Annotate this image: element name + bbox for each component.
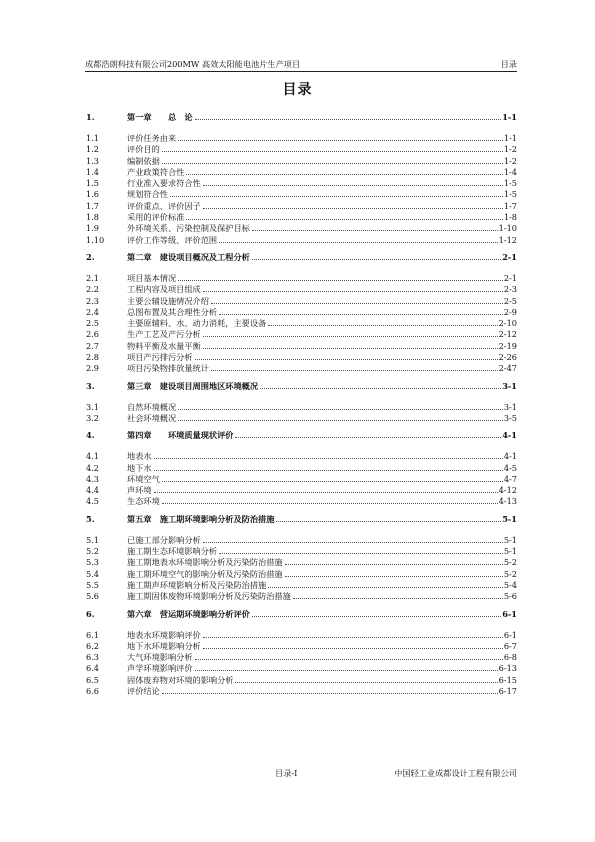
toc-section-page: 3-1	[503, 401, 517, 412]
toc-section-title: 已施工部分影响分析	[127, 534, 201, 545]
toc-section-page: 5-2	[503, 557, 517, 568]
toc-section-entry[interactable]	[86, 485, 517, 496]
toc-section-number: 1.10	[86, 234, 105, 245]
toc-chapter-page: 1-1	[502, 112, 517, 122]
toc-section-page: 2-47	[498, 363, 517, 374]
toc-section-number: 1.4	[86, 166, 100, 177]
toc-section-entry[interactable]	[86, 641, 517, 652]
toc-section-title: 地表水环境影响评价	[127, 629, 201, 640]
toc-section-number: 5.5	[86, 579, 100, 590]
toc-leader-dots	[203, 647, 503, 649]
toc-section-number: 5.2	[86, 546, 100, 557]
toc-section-entry[interactable]	[86, 296, 517, 307]
toc-section-number: 5.6	[86, 591, 100, 602]
toc-section-title: 项目产污排污分析	[127, 352, 193, 363]
toc-chapter-entry[interactable]	[86, 112, 517, 127]
toc-leader-dots	[268, 324, 497, 326]
toc-section-title: 生产工艺及产污分析	[127, 329, 201, 340]
toc-leader-dots	[154, 491, 498, 493]
toc-section-number: 2.7	[86, 340, 100, 351]
toc-leader-dots	[154, 457, 503, 459]
toc-chapter-entry[interactable]	[86, 252, 517, 267]
toc-section-number: 6.2	[86, 640, 100, 651]
toc-section-title: 大气环境影响分析	[127, 652, 193, 663]
toc-section-entry[interactable]	[86, 675, 517, 686]
toc-leader-dots	[219, 313, 503, 315]
toc-section-title: 编制依据	[127, 155, 160, 166]
toc-section-page: 2-5	[503, 295, 517, 306]
toc-section-page: 1-7	[503, 200, 517, 211]
toc-section-title: 声环境	[127, 485, 152, 496]
toc-leader-dots	[285, 575, 503, 577]
toc-leader-dots	[162, 480, 503, 482]
toc-section-page: 1-8	[503, 212, 517, 223]
header-project-name: 成都浩朗科技有限公司200MW 高效太阳能电池片生产项目	[85, 58, 301, 69]
toc-section-number: 2.3	[86, 295, 100, 306]
toc-section-entry[interactable]	[86, 144, 517, 155]
toc-section-number: 2.5	[86, 318, 100, 329]
toc-section-title: 规划符合性	[127, 189, 168, 200]
toc-section-page: 6-7	[503, 640, 517, 651]
toc-section-number: 4.3	[86, 473, 100, 484]
toc-section-title: 评价结论	[127, 685, 160, 696]
toc-leader-dots	[252, 258, 501, 260]
toc-chapter-title: 第五章 施工期环境影响分析及防治措施	[127, 513, 275, 524]
toc-section-number: 4.5	[86, 496, 100, 507]
toc-leader-dots	[154, 469, 503, 471]
toc-section-page: 1-4	[503, 166, 517, 177]
toc-section-title: 生态环境	[127, 496, 160, 507]
toc-section-page: 2-12	[498, 329, 517, 340]
page-title: 目录	[282, 82, 313, 98]
toc-section-entry[interactable]	[86, 167, 517, 178]
toc-leader-dots	[211, 302, 503, 304]
toc-section-entry[interactable]	[86, 413, 517, 424]
toc-section-title: 行业准入要求符合性	[127, 178, 201, 189]
toc-leader-dots	[162, 162, 503, 164]
toc-section-title: 项目基本情况	[127, 272, 177, 283]
toc-leader-dots	[162, 502, 498, 504]
toc-section-title: 固体废弃物对环境的影响分析	[127, 674, 234, 685]
toc-section-title: 总图布置及其合理性分析	[127, 306, 218, 317]
toc-chapter-page: 5-1	[502, 513, 517, 524]
footer-company-name: 中国轻工业成都设计工程有限公司	[394, 768, 517, 778]
toc-section-title: 工程内容及项目组成	[127, 284, 201, 295]
toc-section-entry[interactable]	[86, 223, 517, 234]
toc-section-number: 3.2	[86, 412, 100, 423]
toc-section-number: 1.9	[86, 223, 100, 234]
toc-section-entry[interactable]	[86, 557, 517, 568]
toc-leader-dots	[186, 218, 502, 220]
toc-section-title: 自然环境概况	[127, 401, 177, 412]
toc-section-entry[interactable]	[86, 273, 517, 284]
toc-section-entry[interactable]	[86, 569, 517, 580]
toc-section-page: 2-19	[498, 340, 517, 351]
toc-leader-dots	[276, 520, 501, 522]
toc-section-page: 6-13	[498, 663, 517, 674]
toc-leader-dots	[203, 636, 503, 638]
toc-leader-dots	[178, 408, 503, 410]
toc-section-number: 1.2	[86, 144, 100, 155]
toc-section-number: 1.6	[86, 189, 100, 200]
toc-section-entry[interactable]	[86, 341, 517, 352]
toc-section-title: 主要原辅料、水、动力消耗，主要设备	[127, 318, 267, 329]
toc-section-page: 1-5	[503, 189, 517, 200]
toc-section-page: 6-15	[498, 674, 517, 685]
toc-leader-dots	[235, 436, 501, 438]
toc-section-entry[interactable]	[86, 535, 517, 546]
toc-section-entry[interactable]	[86, 329, 517, 340]
footer-page-number: 目录-I	[275, 768, 298, 778]
toc-section-number: 2.8	[86, 352, 100, 363]
toc-section-entry[interactable]	[86, 580, 517, 591]
toc-section-page: 5-2	[503, 568, 517, 579]
toc-section-title: 产业政策符合性	[127, 166, 185, 177]
toc-section-number: 1.1	[86, 133, 100, 143]
toc-section-page: 1-12	[498, 234, 517, 245]
toc-section-title: 地下水	[127, 462, 152, 473]
toc-section-entry[interactable]	[86, 178, 517, 189]
toc-chapter-title: 第四章 环境质量现状评价	[127, 430, 234, 441]
toc-section-title: 施工期声环境影响分析及污染防治措施	[127, 579, 267, 590]
toc-section-entry[interactable]	[86, 318, 517, 329]
toc-chapter-entry[interactable]	[86, 514, 517, 529]
toc-section-title: 地表水	[127, 451, 152, 462]
toc-chapter-title: 第一章 总 论	[127, 112, 193, 122]
toc-leader-dots	[162, 692, 498, 694]
toc-leader-dots	[170, 195, 503, 197]
toc-section-entry[interactable]	[86, 284, 517, 295]
toc-section-page: 5-1	[503, 534, 517, 545]
toc-section-entry[interactable]	[86, 546, 517, 557]
toc-section-number: 4.4	[86, 485, 100, 496]
toc-section-page: 2-3	[503, 284, 517, 295]
toc-leader-dots	[252, 615, 501, 617]
header-divider	[85, 71, 517, 72]
toc-section-page: 4-12	[498, 485, 517, 496]
toc-leader-dots	[252, 229, 498, 231]
toc-leader-dots	[219, 552, 503, 554]
toc-section-page: 1-1	[503, 133, 517, 143]
toc-chapter-number: 5.	[86, 513, 95, 524]
toc-section-page: 1-10	[498, 223, 517, 234]
toc-section-entry[interactable]	[86, 663, 517, 674]
toc-section-page: 1-2	[503, 144, 517, 155]
toc-leader-dots	[195, 118, 502, 120]
toc-section-title: 评价重点、评价因子	[127, 200, 201, 211]
toc-leader-dots	[211, 369, 498, 371]
toc-section-page: 6-17	[498, 685, 517, 696]
toc-section-page: 3-5	[503, 412, 517, 423]
toc-section-number: 1.3	[86, 155, 100, 166]
toc-section-title: 评价工作等级、评价范围	[127, 234, 218, 245]
toc-leader-dots	[203, 347, 498, 349]
toc-section-page: 2-10	[498, 318, 517, 329]
toc-section-number: 2.1	[86, 272, 100, 283]
toc-section-number: 3.1	[86, 401, 100, 412]
toc-leader-dots	[178, 139, 503, 141]
toc-leader-dots	[219, 241, 498, 243]
page-header	[85, 57, 517, 71]
toc-section-page: 2-26	[498, 352, 517, 363]
toc-section-page: 4-7	[503, 473, 517, 484]
toc-section-page: 2-1	[503, 272, 517, 283]
toc-section-number: 1.8	[86, 212, 100, 223]
toc-leader-dots	[186, 173, 502, 175]
toc-section-number: 2.6	[86, 329, 100, 340]
toc-leader-dots	[203, 541, 503, 543]
toc-section-page: 4-5	[503, 462, 517, 473]
toc-section-page: 1-5	[503, 178, 517, 189]
toc-chapter-page: 4-1	[502, 430, 517, 441]
toc-section-number: 5.1	[86, 534, 100, 545]
toc-leader-dots	[268, 586, 503, 588]
toc-leader-dots	[195, 358, 498, 360]
toc-section-title: 声学环境影响评价	[127, 663, 193, 674]
toc-section-number: 2.9	[86, 363, 100, 374]
toc-chapter-number: 2.	[86, 251, 95, 262]
toc-section-page: 6-8	[503, 652, 517, 663]
toc-section-entry[interactable]	[86, 474, 517, 485]
toc-section-number: 2.4	[86, 306, 100, 317]
toc-leader-dots	[203, 290, 503, 292]
toc-section-title: 地下水环境影响分析	[127, 640, 201, 651]
toc-section-number: 4.1	[86, 451, 100, 462]
table-of-contents	[86, 112, 517, 697]
toc-section-entry[interactable]	[86, 352, 517, 363]
toc-section-entry[interactable]	[86, 630, 517, 641]
toc-section-number: 6.4	[86, 663, 100, 674]
toc-section-number: 4.2	[86, 462, 100, 473]
toc-section-entry[interactable]	[86, 652, 517, 663]
toc-chapter-title: 第二章 建设项目概况及工程分析	[127, 251, 250, 262]
toc-chapter-entry[interactable]	[86, 609, 517, 624]
toc-section-number: 1.7	[86, 200, 100, 211]
toc-section-entry[interactable]	[86, 591, 517, 602]
toc-chapter-number: 4.	[86, 430, 95, 441]
toc-chapter-entry[interactable]	[86, 430, 517, 445]
toc-section-title: 施工期生态环境影响分析	[127, 546, 218, 557]
toc-section-title: 物料平衡及水量平衡	[127, 340, 201, 351]
toc-leader-dots	[293, 597, 503, 599]
toc-leader-dots	[203, 207, 503, 209]
toc-section-entry[interactable]	[86, 496, 517, 507]
toc-section-number: 2.2	[86, 284, 100, 295]
toc-section-entry[interactable]	[86, 201, 517, 212]
toc-section-number: 6.6	[86, 685, 100, 696]
toc-section-entry[interactable]	[86, 463, 517, 474]
toc-leader-dots	[235, 681, 497, 683]
toc-section-page: 5-4	[503, 579, 517, 590]
toc-chapter-title: 第六章 营运期环境影响分析评价	[127, 608, 250, 619]
page-footer	[85, 768, 517, 780]
toc-leader-dots	[195, 669, 498, 671]
toc-leader-dots	[162, 150, 503, 152]
toc-chapter-number: 6.	[86, 608, 95, 619]
toc-section-entry[interactable]	[86, 189, 517, 200]
toc-leader-dots	[260, 387, 501, 389]
toc-leader-dots	[178, 279, 503, 281]
toc-section-number: 5.3	[86, 557, 100, 568]
toc-section-entry[interactable]	[86, 307, 517, 318]
toc-section-title: 评价目的	[127, 144, 160, 155]
toc-section-title: 施工期固体废物环境影响分析及污染防治措施	[127, 591, 291, 602]
toc-section-page: 5-1	[503, 546, 517, 557]
toc-section-entry[interactable]	[86, 363, 517, 374]
toc-leader-dots	[195, 658, 503, 660]
toc-leader-dots	[178, 419, 503, 421]
toc-section-page: 4-1	[503, 451, 517, 462]
toc-leader-dots	[203, 184, 503, 186]
toc-section-title: 施工期地表水环境影响分析及污染防治措施	[127, 557, 283, 568]
toc-section-page: 5-6	[503, 591, 517, 602]
toc-leader-dots	[203, 335, 498, 337]
toc-section-entry[interactable]	[86, 133, 517, 144]
toc-section-entry[interactable]	[86, 451, 517, 462]
toc-section-number: 6.5	[86, 674, 100, 685]
header-section-name: 目录	[500, 58, 517, 69]
toc-section-entry[interactable]	[86, 402, 517, 413]
toc-chapter-page: 6-1	[502, 608, 517, 619]
toc-section-number: 1.5	[86, 178, 100, 189]
toc-section-title: 社会环境概况	[127, 412, 177, 423]
toc-section-entry[interactable]	[86, 686, 517, 697]
toc-chapter-entry[interactable]	[86, 381, 517, 396]
toc-section-number: 5.4	[86, 568, 100, 579]
toc-chapter-number: 3.	[86, 380, 95, 391]
toc-chapter-page: 2-1	[502, 251, 517, 262]
toc-chapter-number: 1.	[86, 112, 95, 122]
toc-section-number: 6.1	[86, 629, 100, 640]
toc-section-title: 采用的评价标准	[127, 212, 185, 223]
toc-section-title: 主要公辅设施情况介绍	[127, 295, 209, 306]
toc-section-page: 4-13	[498, 496, 517, 507]
toc-chapter-title: 第三章 建设项目周围地区环境概况	[127, 380, 259, 391]
toc-leader-dots	[285, 563, 503, 565]
toc-section-title: 项目污染物排放量统计	[127, 363, 209, 374]
toc-section-page: 2-9	[503, 306, 517, 317]
toc-section-entry[interactable]	[86, 156, 517, 167]
toc-section-title: 评价任务由来	[127, 133, 177, 143]
toc-section-number: 6.3	[86, 652, 100, 663]
toc-section-entry[interactable]	[86, 212, 517, 223]
toc-section-entry[interactable]	[86, 235, 517, 246]
toc-section-title: 外环境关系、污染控制及保护目标	[127, 223, 250, 234]
toc-section-page: 6-1	[503, 629, 517, 640]
toc-section-title: 环境空气	[127, 473, 160, 484]
toc-chapter-page: 3-1	[502, 380, 517, 391]
toc-section-title: 施工期环境空气的影响分析及污染防治措施	[127, 568, 283, 579]
toc-section-page: 1-2	[503, 155, 517, 166]
